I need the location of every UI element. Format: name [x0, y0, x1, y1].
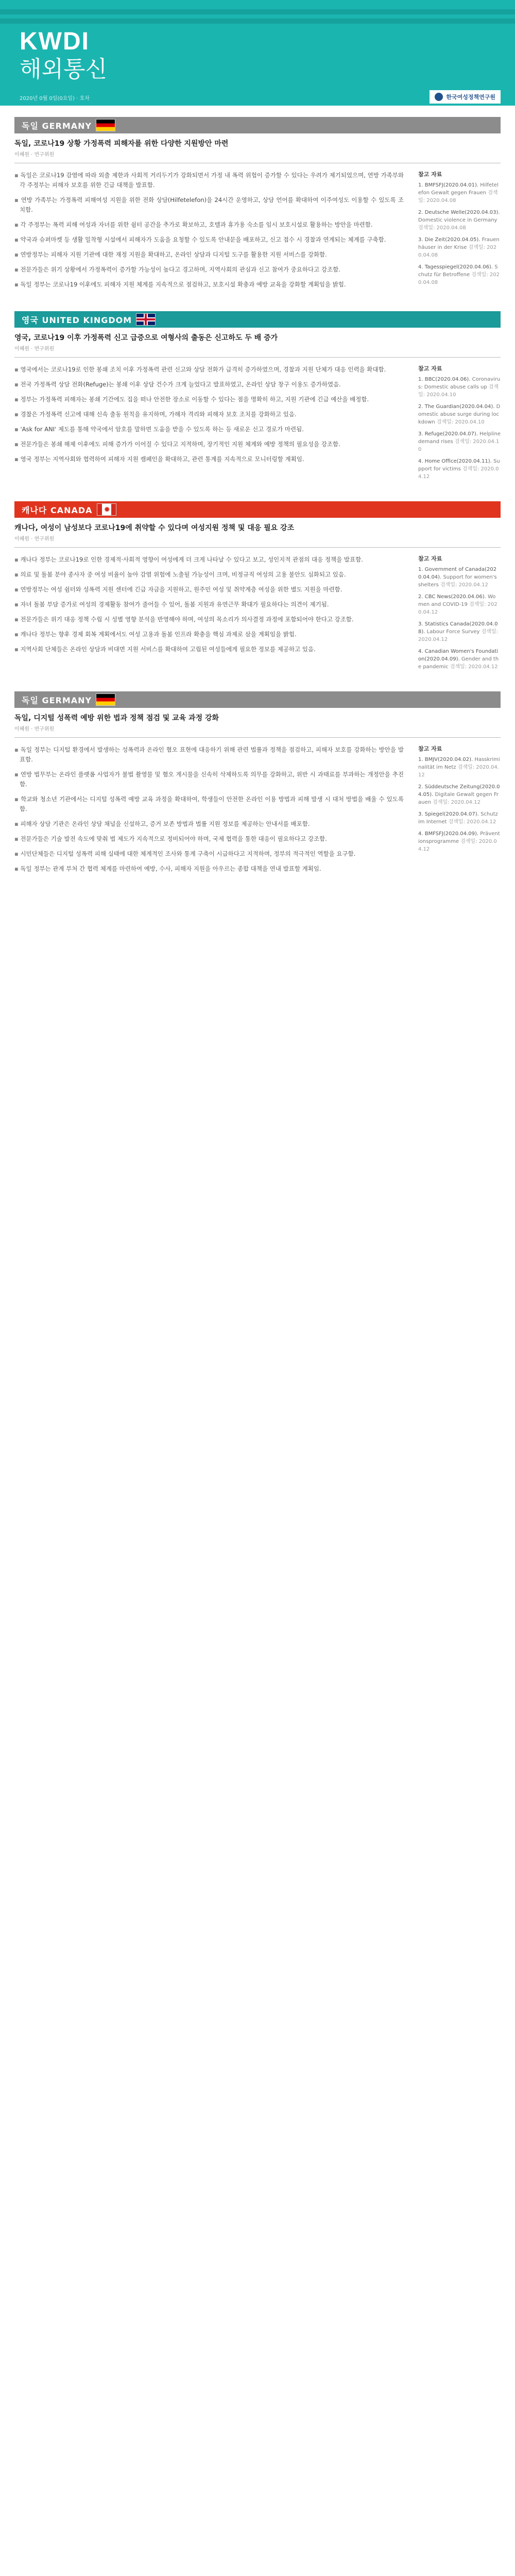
paragraph: ▪ 연방정부는 여성 쉼터와 성폭력 지원 센터에 긴급 자금을 지원하고, 원주민 여성 및 취약계층 여성을 위한 별도 지원을 마련함. [14, 585, 404, 595]
paragraph: ▪ 전문가들은 봉쇄 해제 이후에도 피해 증가가 이어질 수 있다고 지적하며, 장기적인 지원 체계와 예방 정책의 필요성을 강조함. [14, 439, 404, 449]
source-name: 2. The Guardian(2020.04.04). [418, 404, 495, 410]
source-title: Coronavirus: Domestic abuse calls up [418, 377, 501, 390]
paragraph: ▪ 'Ask for ANI' 제도를 통해 약국에서 암호를 말하면 도움을 받을 수 있도록 하는 등 새로운 신고 경로가 마련됨. [14, 425, 404, 434]
source-item[interactable] [418, 181, 501, 205]
country-name: 영국 UNITED KINGDOM [22, 315, 132, 325]
article-meta: 이혜원 · 연구위원 [14, 346, 55, 352]
source-item[interactable] [418, 236, 501, 259]
section-uk [0, 300, 515, 490]
source-date: 검색일: 2020.04.12 [448, 819, 496, 825]
germany-flag-icon [96, 693, 115, 706]
source-title: Frauenhäuser in der Krise [418, 237, 500, 250]
source-item[interactable] [418, 783, 501, 806]
source-item[interactable] [418, 756, 501, 779]
source-name: 1. BMJV(2020.04.02). [418, 757, 473, 762]
article-title: 캐나다, 여성이 남성보다 코로나19에 취약할 수 있다며 여성지원 정책 및 대응 필요 강조 [14, 524, 295, 532]
paragraph: ▪ 독일 정부는 코로나19 이후에도 피해자 지원 체계를 지속적으로 점검하고, 보호시설 확충과 예방 교육을 강화할 계획임을 밝힘. [14, 280, 404, 290]
source-sidebar [418, 365, 501, 485]
title-en: KWDI [20, 28, 90, 55]
germany-flag-icon [96, 119, 115, 131]
source-item[interactable] [418, 830, 501, 853]
article-body [14, 171, 404, 295]
paragraph: ▪ 전문가들은 위기 상황에서 가정폭력이 증가할 가능성이 높다고 경고하며, 지역사회의 관심과 신고 참여가 중요하다고 강조함. [14, 265, 404, 275]
org-emblem-icon [435, 93, 443, 101]
paragraph: ▪ 전국 가정폭력 상담 전화(Refuge)는 봉쇄 이후 상담 건수가 크게 늘었다고 발표하였고, 온라인 상담 창구 이용도 증가하였음. [14, 380, 404, 389]
source-title: Domestic abuse surge during lockdown [418, 404, 501, 425]
paragraph: ▪ 정부는 가정폭력 피해자는 봉쇄 기간에도 집을 떠나 안전한 장소로 이동할 수 있다는 점을 명확히 하고, 지원 기관에 긴급 예산을 배정함. [14, 395, 404, 404]
source-item[interactable] [418, 457, 501, 481]
paragraph: ▪ 전문가들은 기술 발전 속도에 맞춰 법 제도가 지속적으로 정비되어야 하며, 국제 협력을 통한 대응이 필요하다고 강조함. [14, 834, 404, 844]
source-name: 3. Die Zeit(2020.04.05). [418, 237, 480, 243]
paragraph: ▪ 의료 및 돌봄 분야 종사자 중 여성 비율이 높아 감염 위험에 노출될 가능성이 크며, 비정규직 여성의 고용 불안도 심화되고 있음. [14, 570, 404, 580]
org-name: 한국여성정책연구원 [446, 94, 495, 100]
header-stripe [0, 19, 515, 24]
source-date: 검색일: 2020.04.08 [418, 190, 498, 204]
source-date: 검색일: 2020.04.12 [418, 602, 497, 615]
source-date: 검색일: 2020.04.12 [418, 839, 497, 852]
paragraph: ▪ 학교와 청소년 기관에서는 디지털 성폭력 예방 교육 과정을 확대하여, 학생들이 안전한 온라인 이용 방법과 피해 발생 시 대처 방법을 배울 수 있도록 함. [14, 794, 404, 814]
title-ko: 해외통신 [20, 56, 108, 82]
paragraph: ▪ 독일은 코로나19 감염에 따라 외출 제한과 사회적 거리두기가 강화되면서 가정 내 폭력 위험이 증가할 수 있다는 우려가 제기되었으며, 연방 가족부와 각 주정부는 피해자 보호를 위한 긴급 대책을 발표함. [14, 171, 404, 190]
source-title: Support for victims [418, 459, 500, 472]
article-title: 영국, 코로나19 이후 가정폭력 신고 급증으로 여형사의 출동은 신고하도 두 배 증가 [14, 334, 278, 342]
article-meta: 이혜원 · 연구위원 [14, 152, 55, 158]
source-name: 2. Süddeutsche Zeitung(2020.04.05). [418, 784, 500, 798]
source-item[interactable] [418, 648, 501, 671]
source-name: 1. Government of Canada(2020.04.04). [418, 567, 497, 580]
source-date: 검색일: 2020.04.12 [418, 629, 498, 642]
source-item[interactable] [418, 566, 501, 589]
issue-date: 2020년 0월 0일(0요일) · 호차 [20, 96, 90, 101]
paragraph: ▪ 연방 가족부는 가정폭력 피해여성 지원을 위한 전화 상담(Hilfetelefon)을 24시간 운영하고, 상담 언어를 확대하여 이주여성도 이용할 수 있도록 조치함. [14, 195, 404, 215]
paragraph: ▪ 영국에서는 코로나19로 인한 봉쇄 조치 이후 가정폭력 관련 신고와 상담 전화가 급격히 증가하였으며, 경찰과 지원 단체가 대응 인력을 확대함. [14, 365, 404, 375]
publication-logo [20, 28, 107, 83]
source-title: Schutz für Betroffene [418, 264, 498, 278]
country-bar [14, 117, 501, 133]
country-bar [14, 311, 501, 328]
paragraph: ▪ 자녀 돌봄 부담 증가로 여성의 경제활동 참여가 줄어들 수 있어, 돌봄 지원과 유연근무 확대가 필요하다는 의견이 제기됨. [14, 600, 404, 609]
source-title: Schutz im Internet [418, 811, 498, 825]
source-name: 4. BMFSFJ(2020.04.09). [418, 831, 479, 837]
source-sidebar [418, 745, 501, 879]
source-sidebar [418, 555, 501, 675]
source-name: 1. BMFSFJ(2020.04.01). [418, 182, 479, 188]
source-date: 검색일: 2020.04.08 [418, 225, 466, 231]
source-item[interactable] [418, 403, 501, 426]
source-name: 3. Spiegel(2020.04.07). [418, 811, 479, 817]
source-name: 2. Deutsche Welle(2020.04.03). [418, 210, 500, 215]
sidebar-heading: 참고 자료 [418, 171, 442, 178]
source-name: 4. Home Office(2020.04.11). [418, 459, 492, 464]
section-canada [0, 490, 515, 680]
paragraph: ▪ 연방정부는 피해자 지원 기관에 대한 재정 지원을 확대하고, 온라인 상담과 디지털 도구를 활용한 지원 서비스를 강화함. [14, 250, 404, 260]
source-item[interactable] [418, 209, 501, 232]
country-bar [14, 691, 501, 708]
paragraph: ▪ 전문가들은 위기 대응 정책 수립 시 성별 영향 분석을 반영해야 하며, 여성의 목소리가 의사결정 과정에 포함되어야 한다고 강조함. [14, 615, 404, 624]
source-item[interactable] [418, 593, 501, 616]
sidebar-heading: 참고 자료 [418, 745, 442, 752]
sidebar-heading: 참고 자료 [418, 555, 442, 562]
source-title: Helpline demand rises [418, 431, 501, 445]
country-name: 캐나다 CANADA [22, 505, 93, 515]
divider [14, 547, 501, 548]
article-meta: 이혜원 · 연구위원 [14, 536, 55, 542]
paragraph: ▪ 경찰은 가정폭력 신고에 대해 신속 출동 원칙을 유지하며, 가해자 격리와 피해자 보호 조치를 강화하고 있음. [14, 410, 404, 419]
paragraph: ▪ 피해자 상담 기관은 온라인 상담 채널을 신설하고, 증거 보존 방법과 법률 지원 정보를 제공하는 안내서를 배포함. [14, 819, 404, 829]
paragraph: ▪ 각 주정부는 폭력 피해 여성과 자녀를 위한 쉼터 공간을 추가로 확보하고, 호텔과 휴가용 숙소를 임시 보호시설로 활용하는 방안을 마련함. [14, 220, 404, 230]
source-item[interactable] [418, 810, 501, 826]
divider [14, 737, 501, 738]
country-bar [14, 501, 501, 518]
source-date: 검색일: 2020.04.10 [436, 419, 485, 425]
source-name: 3. Refuge(2020.04.07). [418, 431, 478, 437]
source-title: Präventionsprogramme [418, 831, 500, 844]
article-body [14, 745, 404, 879]
source-date: 검색일: 2020.04.12 [433, 800, 480, 805]
article-meta: 이혜원 · 연구위원 [14, 726, 55, 732]
source-title: Support for women's shelters [418, 574, 497, 588]
header-stripe [0, 9, 515, 14]
source-name: 4. Canadian Women's Foundation(2020.04.09). [418, 649, 499, 662]
source-date: 검색일: 2020.04.12 [440, 582, 488, 588]
source-date: 검색일: 2020.04.10 [418, 384, 499, 398]
org-logo [430, 90, 501, 104]
uk-flag-icon [136, 313, 156, 326]
paragraph: ▪ 캐나다 정부는 코로나19로 인한 경제적·사회적 영향이 여성에게 더 크게 나타날 수 있다고 보고, 성인지적 관점의 대응 정책을 발표함. [14, 555, 404, 565]
source-title: Hilfetelefon Gewalt gegen Frauen [418, 182, 499, 196]
article-body [14, 555, 404, 675]
divider [14, 357, 501, 358]
source-item[interactable] [418, 376, 501, 399]
sidebar-heading: 참고 자료 [418, 365, 442, 372]
source-sidebar [418, 171, 501, 295]
paragraph: ▪ 지역사회 단체들은 온라인 상담과 비대면 지원 서비스를 확대하여 고립된 여성들에게 필요한 정보를 제공하고 있음. [14, 645, 404, 654]
paragraph: ▪ 캐나다 정부는 향후 경제 회복 계획에서도 여성 고용과 돌봄 인프라 확충을 핵심 과제로 삼을 계획임을 밝힘. [14, 630, 404, 639]
page-header [0, 0, 515, 106]
source-date: 검색일: 2020.04.08 [418, 245, 497, 258]
paragraph: ▪ 독일 정부는 관계 부처 간 협력 체계를 마련하여 예방, 수사, 피해자 지원을 아우르는 종합 대책을 연내 발표할 계획임. [14, 864, 404, 874]
paragraph: ▪ 독일 정부는 디지털 환경에서 발생하는 성폭력과 온라인 혐오 표현에 대응하기 위해 관련 법률과 정책을 점검하고, 피해자 보호를 강화하는 방안을 발표함. [14, 745, 404, 765]
article-body [14, 365, 404, 485]
country-name: 독일 GERMANY [22, 121, 92, 131]
source-date: 검색일: 2020.04.12 [450, 664, 498, 670]
source-title: Women and COVID-19 [418, 594, 496, 607]
source-title: Digitale Gewalt gegen Frauen [418, 792, 499, 805]
paragraph: ▪ 연방 법무부는 온라인 플랫폼 사업자가 불법 촬영물 및 혐오 게시물을 신속히 삭제하도록 의무를 강화하고, 위반 시 과태료를 부과하는 개정안을 추진함. [14, 770, 404, 789]
source-title: Labour Force Survey [426, 629, 480, 635]
paragraph: ▪ 영국 정부는 지역사회와 협력하여 피해자 지원 캠페인을 확대하고, 관련 통계를 지속적으로 모니터링할 계획임. [14, 454, 404, 464]
source-item[interactable] [418, 263, 501, 286]
article-title: 독일, 디지털 성폭력 예방 위한 법과 정책 점검 및 교육 과정 강화 [14, 714, 219, 722]
source-item[interactable] [418, 620, 501, 643]
paragraph: ▪ 시민단체들은 디지털 성폭력 피해 실태에 대한 체계적인 조사와 통계 구축이 시급하다고 지적하며, 정부의 적극적인 역할을 요구함. [14, 849, 404, 859]
source-title: Domestic violence in Germany [418, 217, 497, 223]
source-date: 검색일: 2020.04.08 [418, 272, 500, 285]
canada-flag-icon [97, 503, 116, 516]
section-germany-2 [0, 680, 515, 884]
article-title: 독일, 코로나19 상황 가정폭력 피해자를 위한 다양한 지원방안 마련 [14, 140, 229, 148]
source-title: Hasskriminalität im Netz [418, 757, 500, 770]
source-date: 검색일: 2020.04.10 [418, 439, 500, 452]
source-date: 검색일: 2020.04.12 [418, 466, 499, 480]
source-name: 1. BBC(2020.04.06). [418, 377, 471, 382]
source-name: 4. Tagesspiegel(2020.04.06). [418, 264, 493, 270]
country-name: 독일 GERMANY [22, 695, 92, 705]
source-item[interactable] [418, 430, 501, 453]
source-title: Gender and the pandemic [418, 656, 499, 670]
source-date: 검색일: 2020.04.12 [418, 765, 499, 778]
paragraph: ▪ 약국과 슈퍼마켓 등 생활 밀착형 시설에서 피해자가 도움을 요청할 수 있도록 안내문을 배포하고, 신고 접수 시 경찰과 연계되는 체계를 구축함. [14, 235, 404, 245]
source-name: 3. Statistics Canada(2020.04.08). [418, 621, 498, 635]
section-germany-1 [0, 106, 515, 300]
source-name: 2. CBC News(2020.04.06). [418, 594, 486, 600]
